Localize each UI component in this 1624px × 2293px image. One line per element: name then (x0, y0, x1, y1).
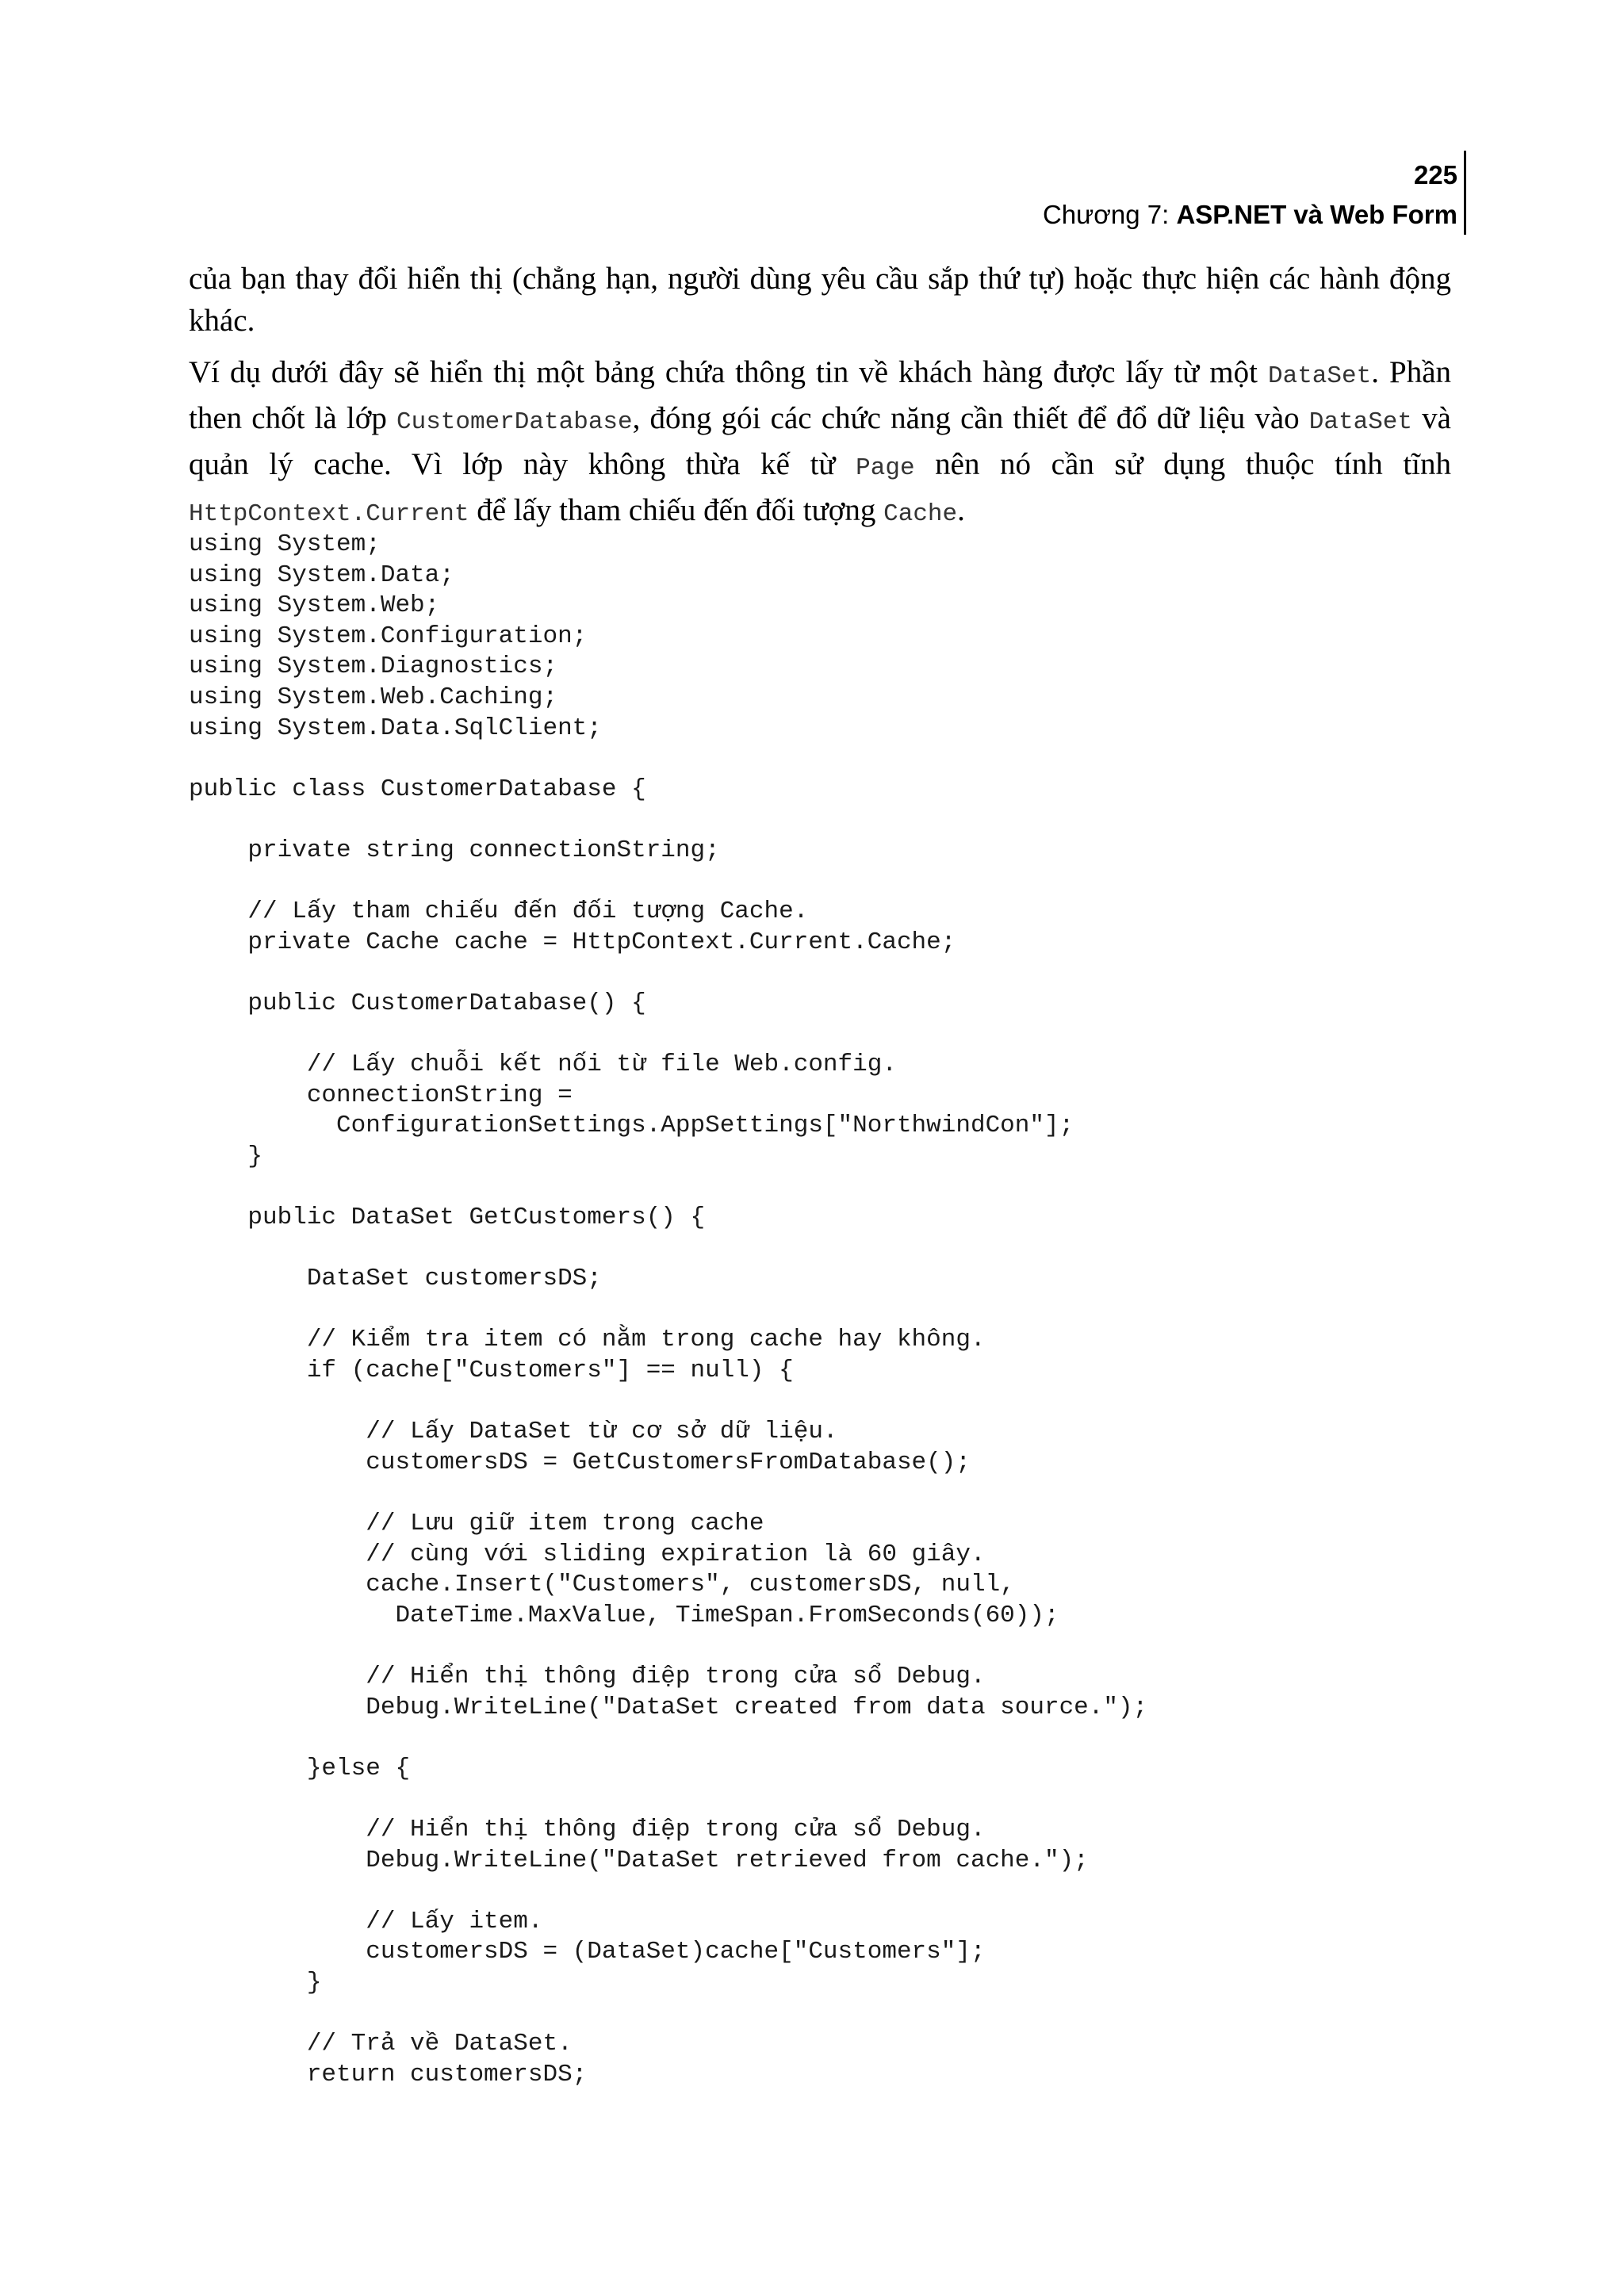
code-line: } (189, 1142, 263, 1170)
code-line: using System.Configuration; (189, 622, 588, 650)
text-run: để lấy tham chiếu đến đối tượng (469, 493, 884, 527)
code-line (189, 744, 1147, 775)
paragraph-1: của bạn thay đổi hiển thị (chẳng hạn, người dùng yêu cầu sắp thứ tự) hoặc thực hiện các hành động khác. (189, 262, 1451, 338)
code-line: public DataSet GetCustomers() { (189, 1204, 706, 1232)
code-line: cache.Insert("Customers", customersDS, null, (189, 1571, 1015, 1599)
code-line: public class CustomerDatabase { (189, 775, 646, 803)
code-listing (189, 530, 1147, 2090)
text-run: và quản lý cache. Vì lớp này không thừa kế từ (189, 401, 1451, 481)
code-line: customersDS = (DataSet)cache["Customers"]; (189, 1938, 986, 1966)
code-line: } (189, 1968, 322, 1996)
code-line: connectionString = (189, 1081, 573, 1109)
inline-code: Cache (883, 500, 958, 528)
code-line: // Kiểm tra item có nằm trong cache hay không. (189, 1326, 986, 1354)
inline-code: DataSet (1268, 362, 1372, 390)
code-line: DateTime.MaxValue, TimeSpan.FromSeconds(60)); (189, 1601, 1059, 1629)
header-rule (1464, 151, 1466, 235)
code-line (189, 1020, 1147, 1051)
code-line: // Lấy item. (189, 1907, 543, 1935)
code-line (189, 805, 1147, 836)
code-line: using System.Data.SqlClient; (189, 714, 602, 742)
code-line: using System; (189, 530, 381, 558)
code-line (189, 958, 1147, 989)
code-line: // Lấy tham chiếu đến đối tượng Cache. (189, 898, 809, 926)
code-line: // Trả về DataSet. (189, 2030, 573, 2058)
inline-code: CustomerDatabase (396, 408, 633, 436)
chapter-prefix: Chương 7: (1042, 200, 1177, 229)
inline-code: DataSet (1308, 408, 1413, 436)
code-line: ConfigurationSettings.AppSettings["NorthwindCon"]; (189, 1112, 1074, 1140)
text-run: . (957, 493, 965, 527)
body-text (189, 258, 1451, 545)
code-line: using System.Data; (189, 561, 454, 589)
chapter-name: ASP.NET và Web Form (1176, 200, 1457, 229)
code-line: private string connectionString; (189, 836, 720, 864)
text-run: . Phần then chốt là lớp (189, 355, 1452, 435)
inline-code: Page (856, 454, 915, 482)
text-run: Ví dụ dưới đây sẽ hiển thị một bảng chứa thông tin về khách hàng được lấy từ một (189, 355, 1268, 389)
inline-code: HttpContext.Current (189, 500, 469, 528)
code-line: // Hiển thị thông điệp trong cửa sổ Debug. (189, 1662, 986, 1690)
code-line: Debug.WriteLine("DataSet retrieved from cache."); (189, 1846, 1089, 1874)
code-line (189, 1876, 1147, 1907)
code-line: // Hiển thị thông điệp trong cửa sổ Debug. (189, 1815, 986, 1843)
code-line (189, 1999, 1147, 2030)
code-line: using System.Diagnostics; (189, 653, 558, 681)
paragraph-2 (189, 351, 1451, 535)
code-line (189, 1478, 1147, 1509)
code-line: DataSet customersDS; (189, 1265, 602, 1293)
code-line: // cùng với sliding expiration là 60 giây. (189, 1540, 986, 1568)
page-header (1043, 155, 1457, 235)
code-line: // Lấy DataSet từ cơ sở dữ liệu. (189, 1418, 838, 1446)
code-line (189, 1172, 1147, 1203)
code-line (189, 1387, 1147, 1418)
code-line (189, 1784, 1147, 1815)
code-line: // Lưu giữ item trong cache (189, 1510, 764, 1537)
code-line: Debug.WriteLine("DataSet created from data source."); (189, 1693, 1148, 1721)
code-line (189, 867, 1147, 898)
code-line: return customersDS; (189, 2060, 588, 2088)
text-run: , đóng gói các chức năng cần thiết để đổ dữ liệu vào (632, 401, 1309, 435)
code-line (189, 1723, 1147, 1754)
code-line: }else { (189, 1754, 411, 1782)
code-line (189, 1295, 1147, 1326)
code-line: customersDS = GetCustomersFromDatabase(); (189, 1448, 971, 1476)
text-run: nên nó cần sử dụng thuộc tính tĩnh (914, 447, 1451, 481)
code-line: using System.Web; (189, 591, 440, 620)
code-line: private Cache cache = HttpContext.Current.Cache; (189, 928, 956, 956)
chapter-title (1043, 195, 1457, 235)
code-line: public CustomerDatabase() { (189, 989, 646, 1017)
code-line (189, 1234, 1147, 1265)
code-line: using System.Web.Caching; (189, 683, 558, 711)
code-line: if (cache["Customers"] == null) { (189, 1357, 794, 1385)
page-number: 225 (1413, 160, 1457, 189)
code-line (189, 1631, 1147, 1662)
code-line: // Lấy chuỗi kết nối từ file Web.config. (189, 1051, 897, 1079)
